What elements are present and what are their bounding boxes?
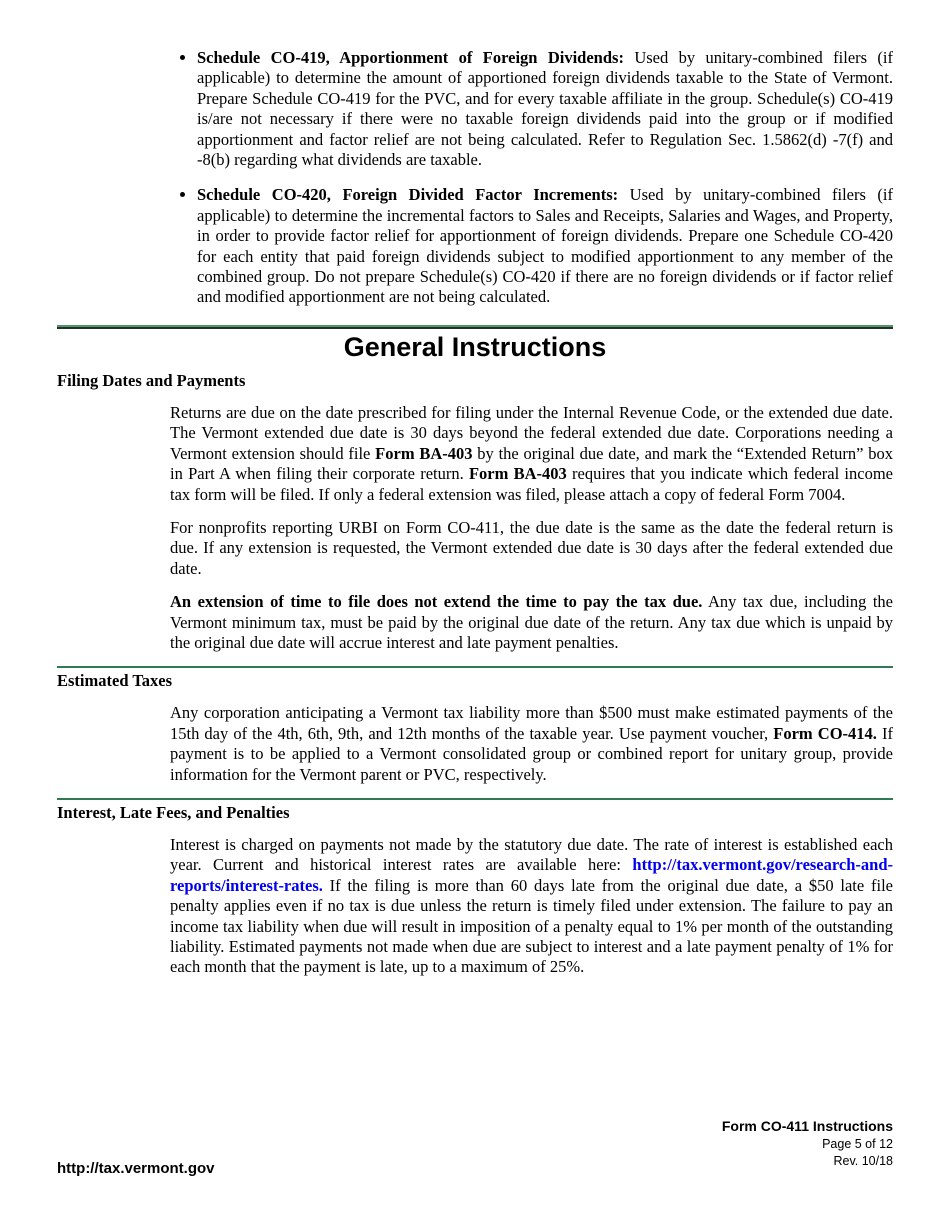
form-ba403-reference: Form BA-403 — [375, 443, 473, 463]
section-heading-interest-penalties: Interest, Late Fees, and Penalties — [57, 802, 290, 822]
text-segment: requires that you indicate which federal income tax form will be filed. If only a federal extension was filed, please attach a copy of federal Form 7004. — [170, 464, 893, 504]
bullet-co419-title: Schedule CO-419, Apportionment of Foreign Dividends: — [197, 48, 624, 67]
section-heading-filing-dates: Filing Dates and Payments — [57, 370, 246, 390]
bullet-co419-body: Used by unitary-combined filers (if applicable) to determine the amount of apportioned foreign dividends taxable to the State of Vermont. Prepare Schedule CO-419 for the PVC, and for every taxable affiliate in the group. Schedule(s) CO-419 is/are not necessary if there were no taxable foreign dividends paid into the group or if modified apportionment and factor relief are not being calculated. Refer to Regulation Sec. 1.5862(d) -7(f) and -8(b) regarding what dividends are taxable. — [197, 48, 893, 170]
footer-form-name: Form CO-411 Instructions — [721, 1118, 893, 1134]
estimated-taxes-paragraph — [170, 703, 893, 785]
text-segment: If payment is to be applied to a Vermont consolidated group or combined report for unitary group, provide information for the Vermont parent or PVC, respectively. — [170, 723, 893, 784]
footer-site-url: http://tax.vermont.gov — [57, 1160, 215, 1177]
bullet-item-co420 — [197, 185, 893, 307]
footer-page-number: Page 5 of 12 — [822, 1136, 893, 1151]
text-segment: If the filing is more than 60 days late from the original due date, a $50 late file penalty applies even if no tax is due unless the return is timely filed under extension. The failure to pay an income tax liability when due will result in imposition of a penalty equal to 1% per month of the outstanding liability. Estimated payments not made when due are subject to interest and a late payment penalty of 1% for each month that the payment is late, up to a maximum of 25%. — [170, 875, 893, 977]
bullet-co420-title: Schedule CO-420, Foreign Divided Factor Increments: — [197, 185, 619, 205]
major-section-divider — [57, 325, 893, 329]
form-co414-reference: Form CO-414. — [773, 723, 877, 743]
extension-warning-text: An extension of time to file does not extend the time to pay the tax due. — [170, 592, 703, 612]
filing-dates-paragraph-3 — [170, 592, 893, 653]
page-title: General Instructions — [343, 331, 607, 362]
form-ba403-reference: Form BA-403 — [468, 464, 567, 484]
schedule-bullet-list — [57, 48, 893, 308]
section-divider — [57, 798, 893, 800]
section-heading-estimated-taxes: Estimated Taxes — [57, 671, 173, 691]
filing-dates-paragraph-2: For nonprofits reporting URBI on Form CO-411, the due date is the same as the date the federal return is due. If any extension is requested, the Vermont extended due date is 30 days after the federal extended due date. — [170, 517, 893, 578]
bullet-item-co419 — [197, 48, 893, 170]
section-divider — [57, 666, 893, 668]
bullet-co420-body: Used by unitary-combined filers (if applicable) to determine the incremental factors to Sales and Receipts, Salaries and Wages, and Property, in order to provide factor relief for apportionment of foreign dividends. Prepare one Schedule CO-420 for each entity that paid foreign dividends subject to modified apportionment to any member of the combined group. Do not prepare Schedule(s) CO-420 if there are no foreign dividends or if factor relief and modified apportionment are not being calculated. — [197, 185, 894, 307]
text-segment: Any tax due, including the Vermont minimum tax, must be paid by the original due date of the return. Any tax due which is unpaid by the original due date will accrue interest and late payment penalties. — [170, 592, 894, 652]
text-segment: Any corporation anticipating a Vermont tax liability more than $500 must make estimated payments of the 15th day of the 4th, 6th, 9th, and 12th months of the taxable year. Use payment voucher, — [170, 703, 893, 743]
footer-revision: Rev. 10/18 — [833, 1154, 893, 1168]
footer-right-block — [722, 1118, 893, 1171]
text-segment: by the original due date, and mark the “Extended Return” box in Part A when filing their corporate return. — [170, 443, 893, 484]
interest-rates-link[interactable]: http://tax.vermont.gov/research-and-reports/interest-rates. — [170, 855, 893, 895]
text-segment: Returns are due on the date prescribed for filing under the Internal Revenue Code, or the extended due date. The Vermont extended due date is 30 days beyond the federal extended due date. Corporations needing a Vermont extension should file — [170, 402, 893, 463]
text-segment: Interest is charged on payments not made by the statutory due date. The rate of interest is established each year. Current and historical interest rates are available here: — [170, 834, 893, 875]
interest-penalties-paragraph — [170, 835, 893, 978]
filing-dates-paragraph-1 — [170, 403, 893, 505]
